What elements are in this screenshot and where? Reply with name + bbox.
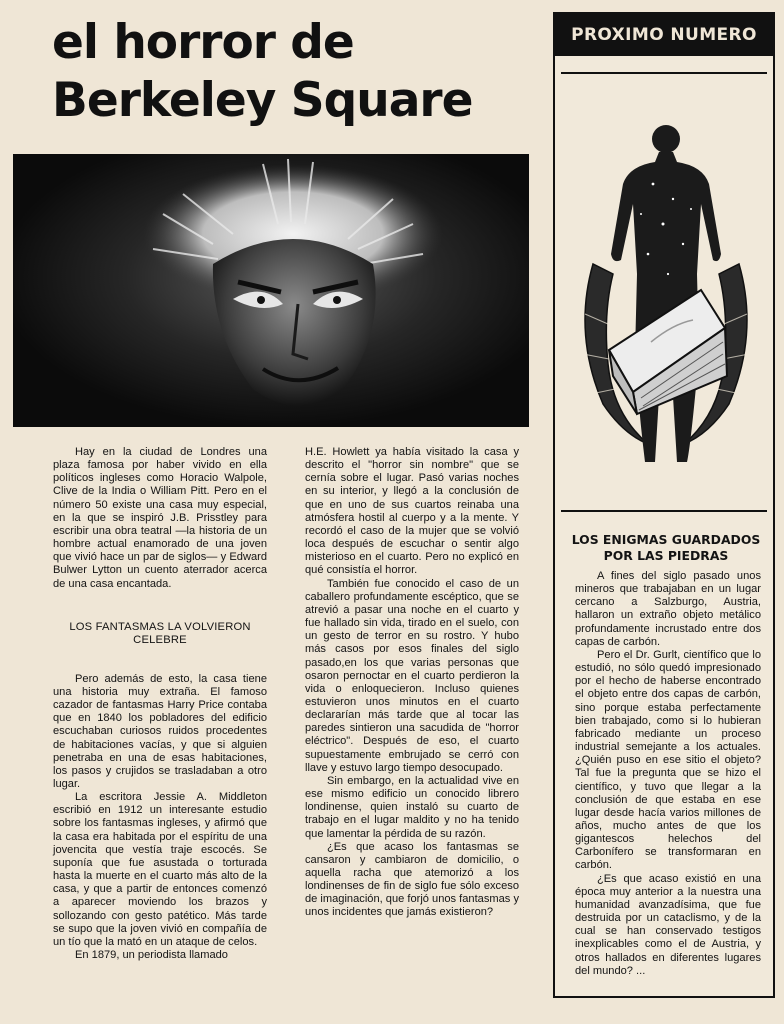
divider bbox=[561, 72, 767, 74]
title-line-1: el horror de bbox=[52, 15, 354, 70]
divider bbox=[561, 510, 767, 512]
next-article-text bbox=[575, 570, 761, 978]
paragraph: A fines del siglo pasado unos mineros que trabajaban en un lugar cercano a Salzburgo, Austria, hallaron un extraño objeto metálico profundamente incrustado entre dos capas de carbón. bbox=[575, 570, 761, 648]
paragraph: Pero el Dr. Gurlt, científico que lo estudió, no sólo quedó impresionado por el hecho de haberse encontrado el objeto entre dos capas de carbón, sino porque estaba perfectamente bien trabajado, como si lo hubieran fabricado mediante un proceso industrial semejante a los actuales. ¿Quién puso en ese sitio el objeto? Tal fue la pregunta que se hizo el científico, y tuvo que llegar a la conclusión de que estaba en ese lugar desde hacía varios millones de años, mucho antes de que los gigantescos helechos del Carbonífero se transformaran en carbón. bbox=[575, 648, 761, 872]
paragraph: La escritora Jessie A. Middleton escribió en 1912 un interesante estudio sobre los fantasmas ingleses, y afirmó que la casa era habitada por el espíritu de una jovencita que vestía traje escocés. Se suponía que fue asustada o torturada hasta la muerte en el cuarto más alto de la casa, y que a partir de entonces comenzó a aparecer moviendo los brazos y sollozando con gesto patético. Más tarde se supo que la joven vivió en compañía de un tío que la mató en un ataque de celos. bbox=[53, 791, 267, 948]
alien-figure-illustration bbox=[573, 114, 759, 484]
paragraph: H.E. Howlett ya había visitado la casa y descrito el "horror sin nombre" que se cernía sobre el lugar. Pasó varias noches en su interior, y llegó a la conclusión de que en uno de sus cuartos reinaba una atmósfera hostil al cuerpo y a la mente. Y recordó el caso de la mujer que se volvió loca después de escuchar o sentir algo misterioso en el cuarto. Pero no explicó en qué consistía el horror. bbox=[305, 446, 519, 577]
demon-face-photo bbox=[13, 154, 529, 427]
section-subhead: LOS FANTASMAS LA VOLVIERON CELEBRE bbox=[69, 620, 251, 646]
article-column-1 bbox=[53, 446, 267, 962]
demon-face-illustration bbox=[13, 154, 529, 427]
paragraph: ¿Es que acaso existió en una época muy anterior a la nuestra una humanidad avanzadísima, que fue destruida por un cataclismo, y de la cual se han conservado testigos inexplicables como el de Austria, y otros hallados en diferentes lugares del mundo? ... bbox=[575, 872, 761, 977]
paragraph: Sin embargo, en la actualidad vive en ese mismo edificio un conocido librero londinense, quien instaló su cuarto de trabajo en el lugar maldito y no ha tenido que lamentar la pérdida de su razón. bbox=[305, 774, 519, 840]
paragraph: Pero además de esto, la casa tiene una historia muy extraña. El famoso cazador de fantasmas Harry Price contaba que en 1840 los pobladores del edificio escuchaban curiosos ruidos procedentes de habitaciones vacías, y que si alguien penetraba en una de esas habitaciones, los pasos y crujidos se trasladaban a otro lugar. bbox=[53, 672, 267, 790]
next-article-title: LOS ENIGMAS GUARDADOS POR LAS PIEDRAS bbox=[571, 532, 761, 563]
next-issue-sidebar bbox=[553, 12, 775, 998]
sidebar-header: PROXIMO NUMERO bbox=[555, 14, 773, 56]
article-title bbox=[52, 14, 532, 130]
paragraph: En 1879, un periodista llamado bbox=[75, 949, 228, 961]
paragraph: ¿Es que acaso los fantasmas se cansaron y cambiaron de domicilio, o aquella racha que atemorizó a los londinenses de fin de siglo fue sólo exceso de imaginación, que forjó unos fantasmas y unos incidentes que jamás existieron? bbox=[305, 840, 519, 919]
title-line-2: Berkeley Square bbox=[52, 73, 473, 128]
article-column-2 bbox=[305, 446, 519, 920]
paragraph: También fue conocido el caso de un caballero profundamente escéptico, que se atrevió a pasar una noche en el cuarto y fue hallado sin vida, tirado en el suelo, con un gesto de terror en su rostro. Y hubo más casos por esos finales del siglo pasado,en los que varias personas que osaron pernoctar en el cuarto perdieron la vida o enloquecieron. Incluso quienes estuvieron unos minutos en el cuarto declararían más tarde que al tocar las paredes sintieron una sacudida de "horror eléctrico". Después de eso, el cuarto supuestamente embrujado se cerró con llave y estuvo largo tiempo desocupado. bbox=[305, 577, 519, 774]
paragraph: Hay en la ciudad de Londres una plaza famosa por haber vivido en ella políticos ingleses como Horacio Walpole, Clive de la India o William Pitt. Pero en el número 50 existe una casa muy especial, en la que se inspiró J.B. Prisstley para escribir una obra teatral —la historia de un hombre actual enamorado de una joven que vivió hace un par de siglos— y Edward Bulwer Lytton un cuento aterrador acerca de una casa encantada. bbox=[53, 446, 267, 590]
